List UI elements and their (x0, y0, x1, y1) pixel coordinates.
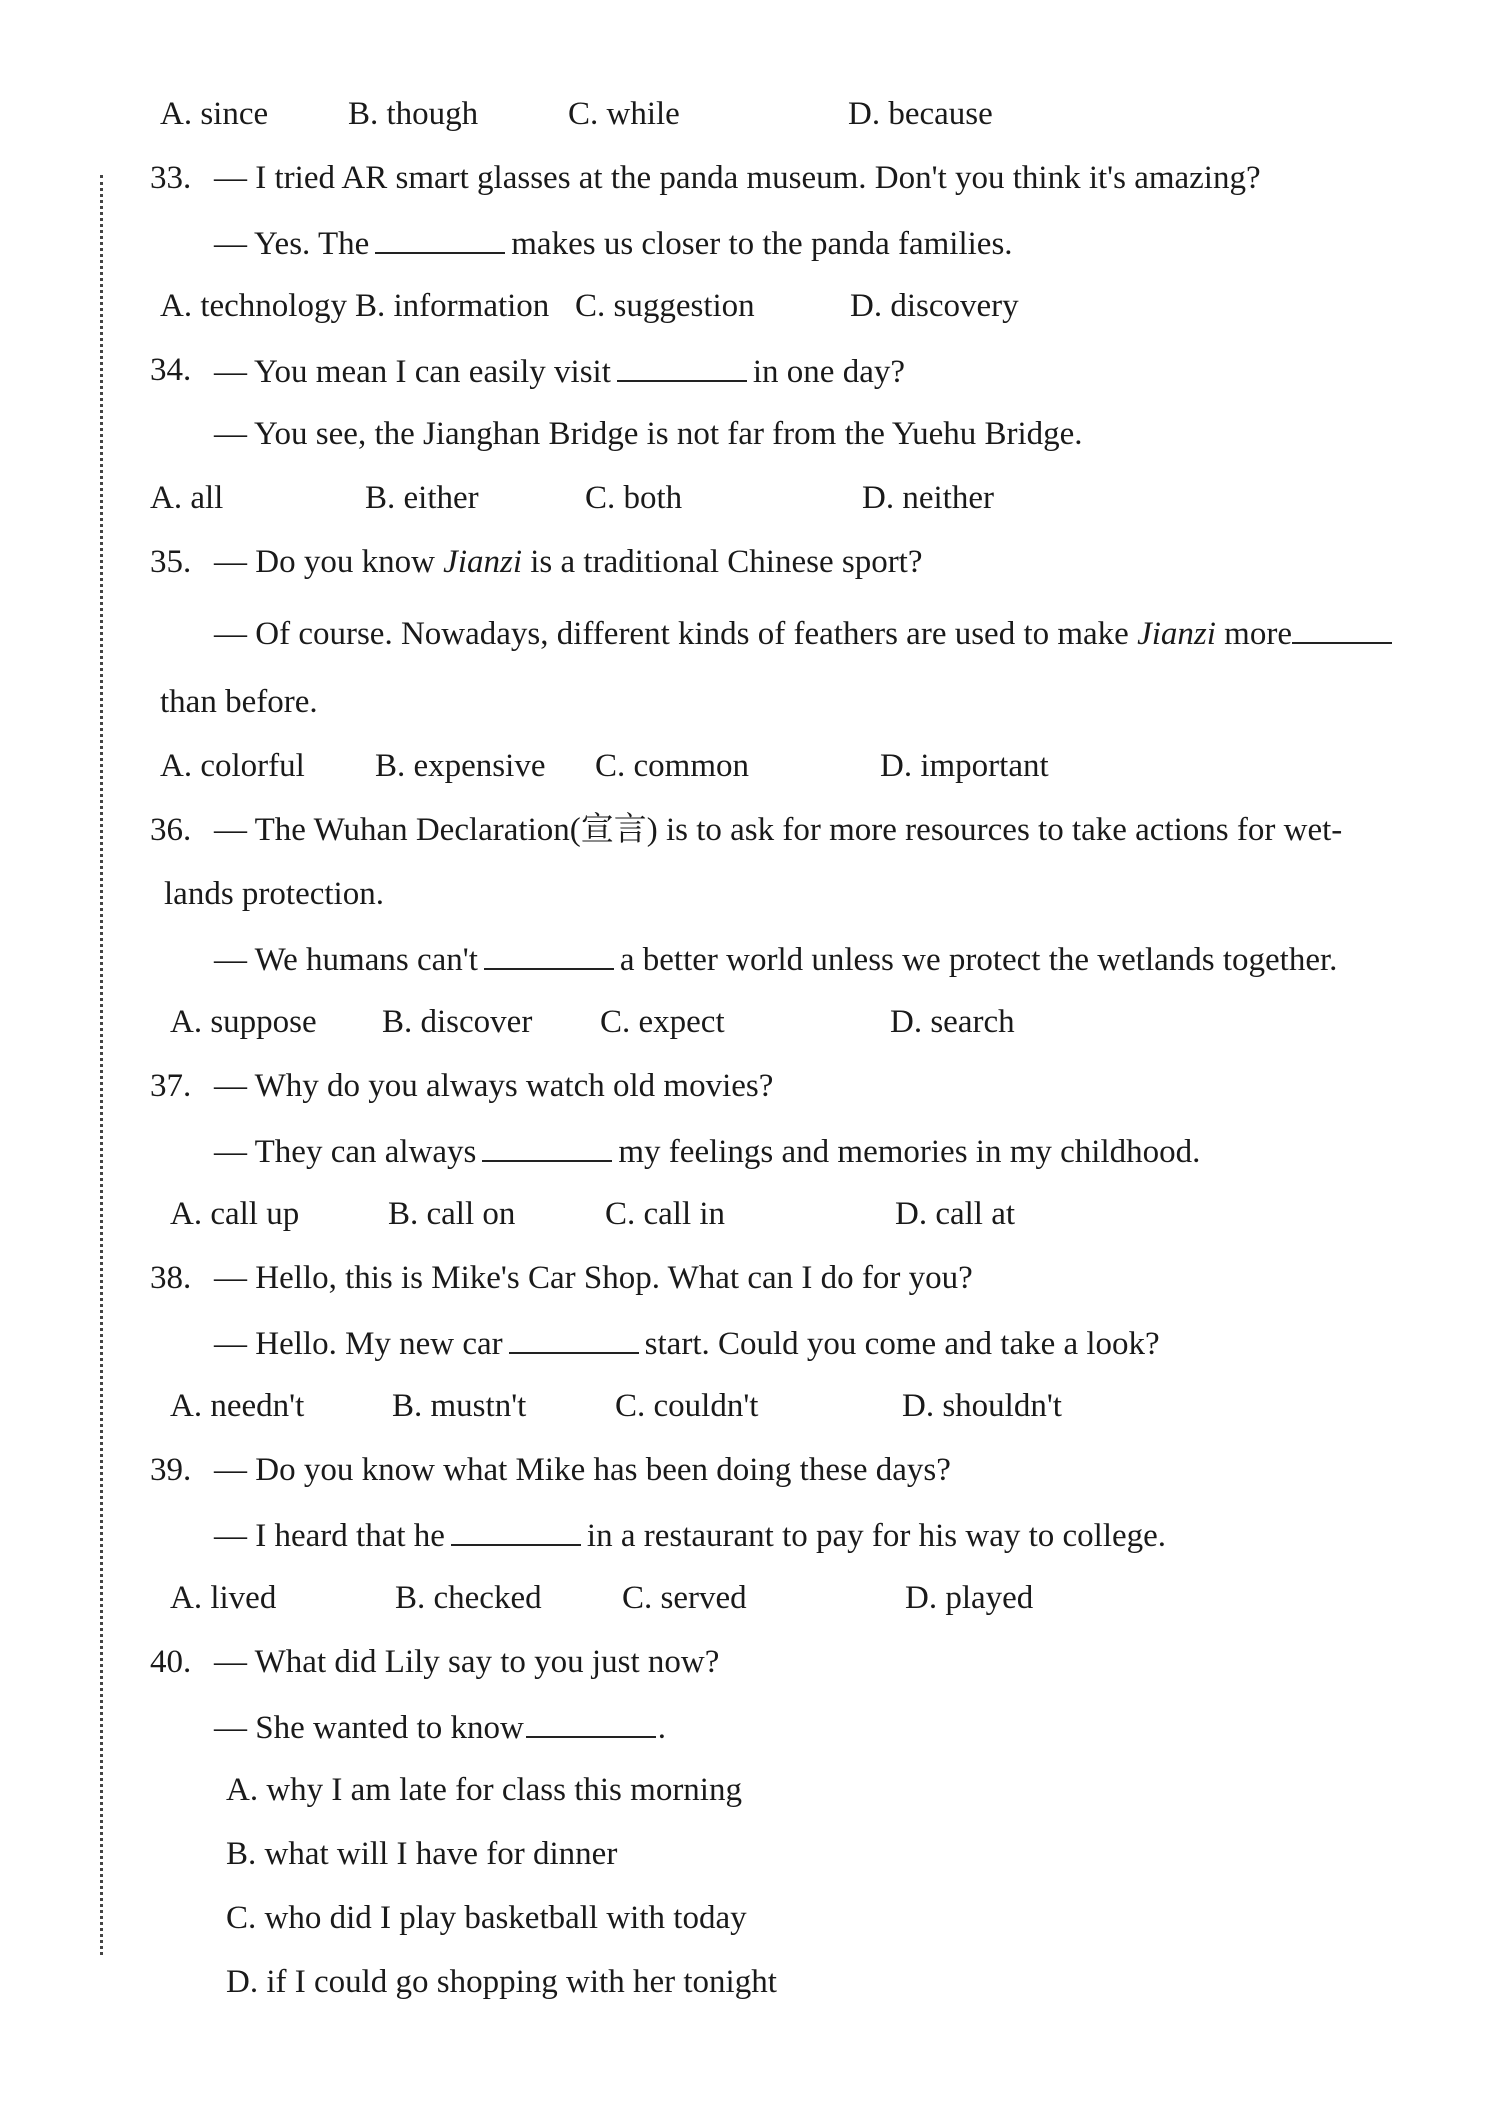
q39-option-b[interactable]: B. checked (395, 1580, 542, 1616)
exam-page (150, 90, 1450, 2022)
q40-line-2 (150, 1702, 1450, 1766)
q33-reply-end: makes us closer to the panda families. (511, 226, 1013, 262)
q39-options (150, 1574, 1450, 1638)
q36-option-d[interactable]: D. search (890, 1004, 1015, 1040)
q36-options (150, 998, 1450, 1062)
q39-reply-end: in a restaurant to pay for his way to college. (586, 1518, 1167, 1554)
q33-line-1 (150, 154, 1450, 218)
q40-reply-end: . (657, 1710, 667, 1746)
q36-line-3 (150, 934, 1450, 998)
q34-number: 34. (150, 352, 192, 388)
q38-number: 38. (150, 1260, 192, 1296)
q40-reply-start: — She wanted to know (214, 1710, 524, 1746)
q40-reply (214, 1710, 666, 1745)
q40-number: 40. (150, 1644, 192, 1680)
q37-option-b[interactable]: B. call on (388, 1196, 516, 1232)
q40-line-1 (150, 1638, 1450, 1702)
q33-option-b[interactable]: B. information (355, 288, 550, 324)
q37-number: 37. (150, 1068, 192, 1104)
q35-option-d[interactable]: D. important (880, 748, 1049, 784)
q38-option-a[interactable]: A. needn't (170, 1388, 305, 1424)
q36-question-continued: lands protection. (164, 876, 384, 912)
q37-blank (482, 1134, 612, 1162)
q39-number: 39. (150, 1452, 192, 1488)
q35-line-1 (150, 538, 1450, 602)
q35-reply-continued: than before. (160, 684, 318, 720)
q39-reply (214, 1518, 1166, 1553)
q39-reply-start: — I heard that he (214, 1518, 445, 1554)
q36-number: 36. (150, 812, 192, 848)
q33-blank (375, 226, 505, 254)
q38-option-b[interactable]: B. mustn't (392, 1388, 527, 1424)
q33-line-2 (150, 218, 1450, 282)
q36-option-a[interactable]: A. suppose (170, 1004, 317, 1040)
q34-question (214, 354, 905, 389)
q35-question-end: is a traditional Chinese sport? (530, 544, 923, 580)
q34-question-start: — You mean I can easily visit (214, 354, 611, 390)
q40-option-c[interactable]: C. who did I play basketball with today (226, 1900, 747, 1936)
q34-option-d[interactable]: D. neither (862, 480, 994, 516)
q36-line-1 (150, 806, 1450, 870)
q35-reply-end: more (1224, 616, 1292, 652)
q33-question: — I tried AR smart glasses at the panda museum. Don't you think it's amazing? (214, 160, 1261, 196)
q35-question (214, 546, 923, 579)
q34-line-1 (150, 346, 1450, 410)
q34-option-c[interactable]: C. both (585, 480, 683, 516)
binding-margin-dotted-line (100, 175, 103, 1955)
q37-reply (214, 1134, 1200, 1169)
q37-line-2 (150, 1126, 1450, 1190)
q40-option-d-row (150, 1958, 1450, 2022)
q40-option-a-row (150, 1766, 1450, 1830)
q34-blank (617, 354, 747, 382)
q38-line-2 (150, 1318, 1450, 1382)
q36-option-c[interactable]: C. expect (600, 1004, 725, 1040)
q34-reply: — You see, the Jianghan Bridge is not far from the Yuehu Bridge. (214, 416, 1083, 452)
q34-options (150, 474, 1450, 538)
q40-blank (526, 1710, 656, 1738)
q34-option-b[interactable]: B. either (365, 480, 479, 516)
q36-line-2 (150, 870, 1450, 934)
q35-reply (214, 616, 1398, 651)
q34-line-2 (150, 410, 1450, 474)
q40-option-d[interactable]: D. if I could go shopping with her tonight (226, 1964, 777, 2000)
q37-option-a[interactable]: A. call up (170, 1196, 300, 1232)
q35-options (150, 742, 1450, 806)
q38-question: — Hello, this is Mike's Car Shop. What can I do for you? (214, 1260, 973, 1296)
q40-option-b-row (150, 1830, 1450, 1894)
q39-question: — Do you know what Mike has been doing these days? (214, 1452, 951, 1488)
q33-option-a[interactable]: A. technology (160, 288, 347, 324)
q40-option-b[interactable]: B. what will I have for dinner (226, 1836, 618, 1872)
q35-reply-start: — Of course. Nowadays, different kinds of feathers are used to make (214, 616, 1129, 652)
q38-option-d[interactable]: D. shouldn't (902, 1388, 1062, 1424)
q36-option-b[interactable]: B. discover (382, 1004, 533, 1040)
q38-option-c[interactable]: C. couldn't (615, 1388, 759, 1424)
q35-option-b[interactable]: B. expensive (375, 748, 546, 784)
q38-reply-end: start. Could you come and take a look? (644, 1326, 1160, 1362)
q37-option-c[interactable]: C. call in (605, 1196, 726, 1232)
q38-options (150, 1382, 1450, 1446)
q37-line-1 (150, 1062, 1450, 1126)
q35-line-2 (150, 602, 1450, 672)
q39-option-d[interactable]: D. played (905, 1580, 1034, 1616)
q32-option-c[interactable]: C. while (568, 96, 680, 132)
q40-option-c-row (150, 1894, 1450, 1958)
q34-question-end: in one day? (752, 354, 905, 390)
q37-reply-start: — They can always (214, 1134, 477, 1170)
q33-options (150, 282, 1450, 346)
q38-line-1 (150, 1254, 1450, 1318)
q36-blank (484, 942, 614, 970)
q37-question: — Why do you always watch old movies? (214, 1068, 774, 1104)
q36-question: — The Wuhan Declaration(宣言) is to ask for more resources to take actions for wet- (214, 812, 1343, 848)
q32-options (150, 90, 1450, 154)
q36-reply-start: — We humans can't (214, 942, 478, 978)
q36-reply-end: a better world unless we protect the wetlands together. (619, 942, 1338, 978)
q38-blank (509, 1326, 639, 1354)
q32-option-b[interactable]: B. though (348, 96, 479, 132)
q35-number: 35. (150, 544, 192, 580)
q32-option-a[interactable]: A. since (160, 96, 269, 132)
q36-reply (214, 942, 1337, 977)
q33-option-c[interactable]: C. suggestion (575, 288, 755, 324)
q33-option-d[interactable]: D. discovery (850, 288, 1019, 324)
q37-option-d[interactable]: D. call at (895, 1196, 1016, 1232)
q34-option-a[interactable]: A. all (150, 480, 224, 516)
q39-option-a[interactable]: A. lived (170, 1580, 277, 1616)
q33-reply-start: — Yes. The (214, 226, 370, 262)
q39-blank (451, 1518, 581, 1546)
q38-reply-start: — Hello. My new car (214, 1326, 503, 1362)
q33-reply (214, 226, 1013, 261)
q39-line-2 (150, 1510, 1450, 1574)
q38-reply (214, 1326, 1160, 1361)
q37-options (150, 1190, 1450, 1254)
q32-option-d[interactable]: D. because (848, 96, 993, 132)
q35-option-c[interactable]: C. common (595, 748, 749, 784)
q35-line-3 (150, 672, 1450, 742)
q35-question-start: — Do you know (214, 544, 435, 580)
q35-question-italic: Jianzi (443, 544, 522, 580)
q39-line-1 (150, 1446, 1450, 1510)
q35-option-a[interactable]: A. colorful (160, 748, 305, 784)
q40-option-a[interactable]: A. why I am late for class this morning (226, 1772, 742, 1808)
q35-blank (1292, 616, 1392, 644)
q35-reply-italic: Jianzi (1137, 616, 1216, 652)
q39-option-c[interactable]: C. served (622, 1580, 747, 1616)
q33-number: 33. (150, 160, 192, 196)
q40-question: — What did Lily say to you just now? (214, 1644, 720, 1680)
q37-reply-end: my feelings and memories in my childhood. (618, 1134, 1201, 1170)
